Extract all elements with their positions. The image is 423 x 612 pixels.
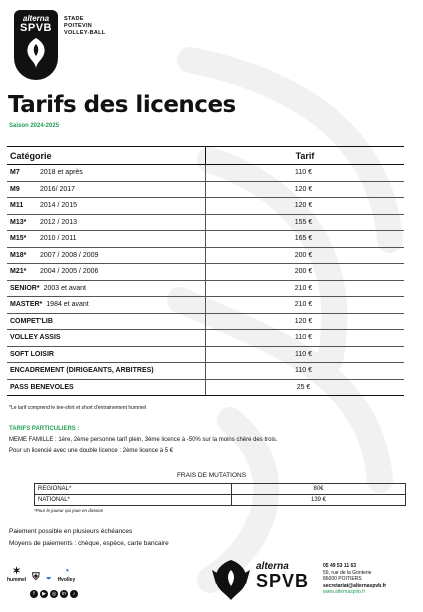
category-code: ENCADREMENT (DIRIGEANTS, ARBITRES) <box>10 367 154 375</box>
volley-france-icon: ◒ <box>45 572 52 583</box>
table-row <box>35 495 406 506</box>
dragon-icon <box>21 36 51 70</box>
instagram-icon[interactable]: ◎ <box>51 591 57 597</box>
category-years: 2004 / 2005 / 2006 <box>40 268 99 276</box>
sponsor-name: ffvolley <box>57 577 76 583</box>
ffvolley-icon: ◔ <box>63 566 70 577</box>
table-row <box>7 346 404 363</box>
table-row <box>7 313 404 330</box>
mutation-price: 80€ <box>232 484 406 495</box>
table-row <box>7 297 404 314</box>
tee-shirt-note: *Le tarif comprend le tee-shirt et short d'entrainement hummel <box>9 405 147 411</box>
mutations-table <box>34 483 406 506</box>
category-cell <box>7 297 206 314</box>
university-shield-icon: ⛨ <box>32 572 40 583</box>
facebook-icon[interactable]: f <box>30 590 38 598</box>
price-header: Tarif <box>206 147 405 165</box>
footer-brand-top: alterna <box>256 561 289 572</box>
category-years: 2007 / 2008 / 2009 <box>40 251 99 259</box>
price-cell: 25 € <box>206 379 405 396</box>
price-cell: 120 € <box>206 198 405 215</box>
mutations-note: *Pour le joueur qui joue en division <box>34 508 104 513</box>
price-cell: 110 € <box>206 346 405 363</box>
table-row <box>7 330 404 347</box>
price-cell: 110 € <box>206 330 405 347</box>
payment-methods-text: Moyens de paiements : chèque, espèce, carte bancaire <box>9 540 169 547</box>
category-cell <box>7 379 206 396</box>
category-code: SENIOR* <box>10 284 40 292</box>
club-name-line1: STADE <box>64 16 84 22</box>
price-cell: 200 € <box>206 264 405 281</box>
category-code: M9 <box>10 185 20 193</box>
category-code: VOLLEY ASSIS <box>10 334 61 342</box>
category-years: 1984 et avant <box>46 301 89 309</box>
category-cell <box>7 363 206 380</box>
payment-installments-text: Paiement possible en plusieurs échéances <box>9 528 133 535</box>
footer-brand-main: SPVB <box>256 571 310 591</box>
footer-brand <box>256 562 309 590</box>
category-code: M21* <box>10 268 27 276</box>
category-header: Catégorie <box>7 147 206 165</box>
footer-email-link[interactable]: secretariat@alternaspvb.fr <box>323 582 387 589</box>
price-cell: 210 € <box>206 280 405 297</box>
table-row <box>7 363 404 380</box>
price-cell: 155 € <box>206 214 405 231</box>
footer-website-link[interactable]: www.alternaspvb.fr <box>323 589 366 595</box>
mutations-title: FRAIS DE MUTATIONS <box>176 472 247 479</box>
mutation-label: REGIONAL* <box>35 484 232 495</box>
tarifs-particuliers-title: TARIFS PARTICULIERS : <box>9 426 80 432</box>
category-code: M7 <box>10 169 20 177</box>
category-cell <box>7 247 206 264</box>
category-code: M15* <box>10 235 27 243</box>
price-cell: 165 € <box>206 231 405 248</box>
table-row <box>7 379 404 396</box>
category-cell <box>7 165 206 182</box>
price-cell: 200 € <box>206 247 405 264</box>
sponsor-hummel <box>7 566 26 583</box>
category-cell <box>7 264 206 281</box>
header <box>14 10 106 80</box>
category-code: M18* <box>10 251 27 259</box>
category-cell <box>7 313 206 330</box>
category-code: MASTER* <box>10 301 43 309</box>
category-years: 2010 / 2011 <box>40 235 77 243</box>
category-code: M13* <box>10 218 27 226</box>
tarifs-table <box>7 146 404 396</box>
club-name <box>64 16 106 37</box>
table-row <box>7 181 404 198</box>
mutation-price: 139 € <box>232 495 406 506</box>
price-cell: 110 € <box>206 363 405 380</box>
footer-address-line1: 59, rue de la Gonterie <box>323 569 372 576</box>
sponsor-volley-france <box>46 572 52 583</box>
page-title: Tarifs des licences <box>8 92 236 118</box>
price-cell: 120 € <box>206 181 405 198</box>
category-cell <box>7 330 206 347</box>
price-cell: 210 € <box>206 297 405 314</box>
footer-dragon-icon <box>206 556 256 602</box>
category-cell <box>7 181 206 198</box>
table-row <box>7 280 404 297</box>
table-row <box>35 484 406 495</box>
category-cell <box>7 198 206 215</box>
logo-brand-main: SPVB <box>20 22 52 34</box>
season-label: Saison 2024-2025 <box>9 123 60 129</box>
category-code: COMPET'LIB <box>10 317 53 325</box>
club-name-line3: VOLLEY-BALL <box>64 30 106 36</box>
table-header-row <box>7 147 404 165</box>
category-cell <box>7 346 206 363</box>
category-code: PASS BENEVOLES <box>10 383 74 391</box>
footer-address-line2: 86000 POITIERS <box>323 576 362 582</box>
mutation-label: NATIONAL* <box>35 495 232 506</box>
sponsor-name: hummel <box>7 577 27 583</box>
tiktok-icon[interactable]: ♪ <box>70 590 78 598</box>
category-cell <box>7 280 206 297</box>
price-cell: 110 € <box>206 165 405 182</box>
category-years: 2003 et avant <box>43 284 86 292</box>
club-logo <box>14 10 58 80</box>
social-links <box>30 590 78 598</box>
linkedin-icon[interactable]: in <box>60 590 68 598</box>
category-years: 2018 et après <box>40 169 83 177</box>
sponsor-university <box>32 572 40 583</box>
sponsor-ffvolley <box>58 566 76 583</box>
footer-phone: 05 49 53 11 63 <box>323 563 357 569</box>
hummel-bee-icon: ✶ <box>12 566 21 577</box>
table-row <box>7 214 404 231</box>
sponsor-logos <box>7 566 75 583</box>
price-cell: 120 € <box>206 313 405 330</box>
footer-contact <box>323 563 386 596</box>
logo-brand-top: alterna <box>22 14 50 23</box>
family-rate-text: MEME FAMILLE : 1ère, 2ème personne tarif plein, 3ème licence à -50% sur la moins chère des trois. <box>9 437 278 443</box>
table-row <box>7 198 404 215</box>
category-cell <box>7 214 206 231</box>
category-years: 2014 / 2015 <box>40 202 77 210</box>
table-row <box>7 165 404 182</box>
table-row <box>7 247 404 264</box>
category-code: M11 <box>10 202 24 210</box>
category-years: 2016/ 2017 <box>40 185 76 193</box>
category-code: SOFT LOISIR <box>10 350 54 358</box>
table-row <box>7 264 404 281</box>
double-licence-text: Pour un licencié avec une double licence : 2ème licence à 5 € <box>9 448 174 454</box>
category-years: 2012 / 2013 <box>40 218 77 226</box>
table-row <box>7 231 404 248</box>
category-cell <box>7 231 206 248</box>
club-name-line2: POITEVIN <box>64 23 93 29</box>
youtube-icon[interactable]: ▶ <box>40 590 48 598</box>
